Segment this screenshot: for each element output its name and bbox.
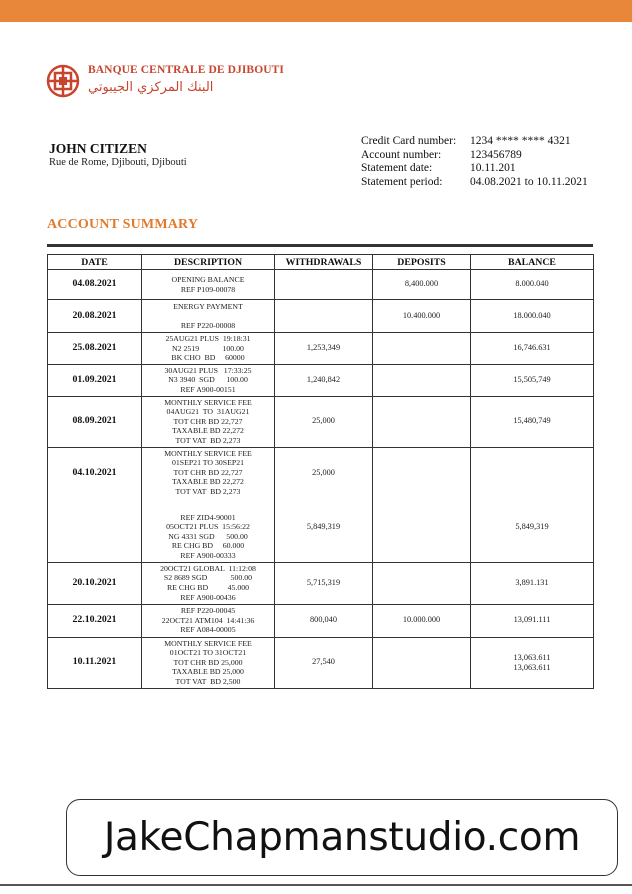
table-row	[48, 637, 594, 688]
statement-date-label: Statement date:	[361, 162, 433, 175]
row-balance	[471, 447, 594, 562]
column-header-description: DESCRIPTION	[142, 255, 275, 270]
transactions-table	[47, 254, 594, 689]
row-withdrawal	[275, 447, 373, 562]
row-deposit	[373, 333, 471, 365]
row-balance: 15,480,749	[471, 396, 594, 447]
row-date: 20.10.2021	[48, 562, 142, 604]
card-number-row	[361, 135, 588, 149]
row-date: 22.10.2021	[48, 604, 142, 637]
table-row	[48, 270, 594, 300]
table-row	[48, 333, 594, 365]
row-description: 20OCT21 GLOBAL 11:12:08 S2 8689 SGD 500.00 RE CHG BD 45.000 REF A900-00436	[142, 562, 275, 604]
bank-name-fr: BANQUE CENTRALE DE DJIBOUTI	[88, 64, 284, 76]
row-date: 25.08.2021	[48, 333, 142, 365]
row-balance: 3,891.131	[471, 562, 594, 604]
row-date: 04.08.2021	[48, 270, 142, 300]
row-balance: 13,063.611 13,063.611	[471, 637, 594, 688]
statement-period-label: Statement period:	[361, 175, 443, 188]
row-withdrawal: 5,715,319	[275, 562, 373, 604]
row-balance: 16,746.631	[471, 333, 594, 365]
card-number-label: Credit Card number:	[361, 135, 457, 147]
table-row	[48, 396, 594, 447]
bank-emblem-icon	[46, 64, 80, 98]
bank-name-ar: البنك المركزي الجيبوتي	[88, 80, 214, 95]
statement-date-value: 10.11.201	[470, 162, 516, 175]
customer-address: Rue de Rome, Djibouti, Djibouti	[49, 157, 187, 168]
row-description: MONTHLY SERVICE FEE 01SEP21 TO 30SEP21 TOT CHR BD 22,727 TAXABLE BD 22,272 TOT VAT BD 2,273 REF ZID4-90001 05OCT21 PLUS 15:56:22 NG 4331 SGD 500.00 RE CHG BD 60.000 REF A900-00333	[142, 447, 275, 562]
row-withdrawal-2: 5,849,319	[306, 522, 341, 532]
row-balance: 18.000.040	[471, 300, 594, 333]
table-row	[48, 364, 594, 396]
row-balance: 8.000.040	[471, 270, 594, 300]
column-header-withdrawals: WITHDRAWALS	[275, 255, 373, 270]
row-date: 01.09.2021	[48, 364, 142, 396]
table-row	[48, 604, 594, 637]
row-deposit: 10.400.000	[373, 300, 471, 333]
row-withdrawal: 1,240,842	[275, 364, 373, 396]
row-date: 10.11.2021	[48, 637, 142, 688]
row-withdrawal: 27,540	[275, 637, 373, 688]
row-date: 20.08.2021	[48, 300, 142, 333]
column-header-deposits: DEPOSITS	[373, 255, 471, 270]
table-row	[48, 562, 594, 604]
account-number-value: 123456789	[470, 148, 522, 161]
row-withdrawal: 800,040	[275, 604, 373, 637]
statement-details	[361, 135, 588, 189]
summary-divider	[47, 244, 593, 247]
row-balance-2: 5,849,319	[515, 522, 549, 532]
row-description: MONTHLY SERVICE FEE 01OCT21 TO 31OCT21 TOT CHR BD 25,000 TAXABLE BD 25,000 TOT VAT BD 2,500	[142, 637, 275, 688]
watermark-box	[66, 799, 618, 876]
row-description: 30AUG21 PLUS 17:33:25 N3 3940 SGD 100.00 REF A900-00151	[142, 364, 275, 396]
row-date: 04.10.2021	[48, 447, 142, 562]
column-header-balance: BALANCE	[471, 255, 594, 270]
row-date: 08.09.2021	[48, 396, 142, 447]
row-deposit	[373, 396, 471, 447]
customer-name: JOHN CITIZEN	[49, 141, 147, 156]
row-description: OPENING BALANCE REF P109-00078	[142, 270, 275, 300]
account-number-label: Account number:	[361, 148, 442, 161]
row-withdrawal: 1,253,349	[275, 333, 373, 365]
row-balance: 15,505,749	[471, 364, 594, 396]
row-deposit	[373, 562, 471, 604]
row-deposit: 10.000.000	[373, 604, 471, 637]
account-number-row	[361, 149, 588, 163]
row-withdrawal: 25,000	[275, 396, 373, 447]
column-header-date: DATE	[48, 255, 142, 270]
row-deposit	[373, 637, 471, 688]
row-balance: 13,091.111	[471, 604, 594, 637]
statement-date-row	[361, 162, 588, 176]
watermark-text: JakeChapmanstudio.com	[103, 815, 581, 860]
bottom-rule	[0, 884, 632, 886]
row-description: ENERGY PAYMENT REF P220-00008	[142, 300, 275, 333]
card-number-value: 1234 **** **** 4321	[470, 135, 571, 147]
row-withdrawal	[275, 300, 373, 333]
table-row	[48, 300, 594, 333]
row-deposit	[373, 364, 471, 396]
row-withdrawal	[275, 270, 373, 300]
table-row	[48, 447, 594, 562]
header-accent-bar	[0, 0, 632, 22]
bank-logo	[46, 62, 296, 102]
row-description: 25AUG21 PLUS 19:18:31 N2 2519 100.00 BK CHO BD 60000	[142, 333, 275, 365]
row-deposit: 8,400.000	[373, 270, 471, 300]
row-description: REF P220-00045 22OCT21 ATM104 14:41:36 REF A084-00005	[142, 604, 275, 637]
row-deposit	[373, 447, 471, 562]
table-header-row	[48, 255, 594, 270]
account-summary-title: ACCOUNT SUMMARY	[47, 217, 199, 232]
row-withdrawal-1: 25,000	[312, 467, 335, 477]
statement-period-row	[361, 176, 588, 190]
statement-period-value: 04.08.2021 to 10.11.2021	[470, 175, 588, 188]
row-description: MONTHLY SERVICE FEE 04AUG21 TO 31AUG21 TOT CHR BD 22,727 TAXABLE BD 22,272 TOT VAT BD 2,273	[142, 396, 275, 447]
